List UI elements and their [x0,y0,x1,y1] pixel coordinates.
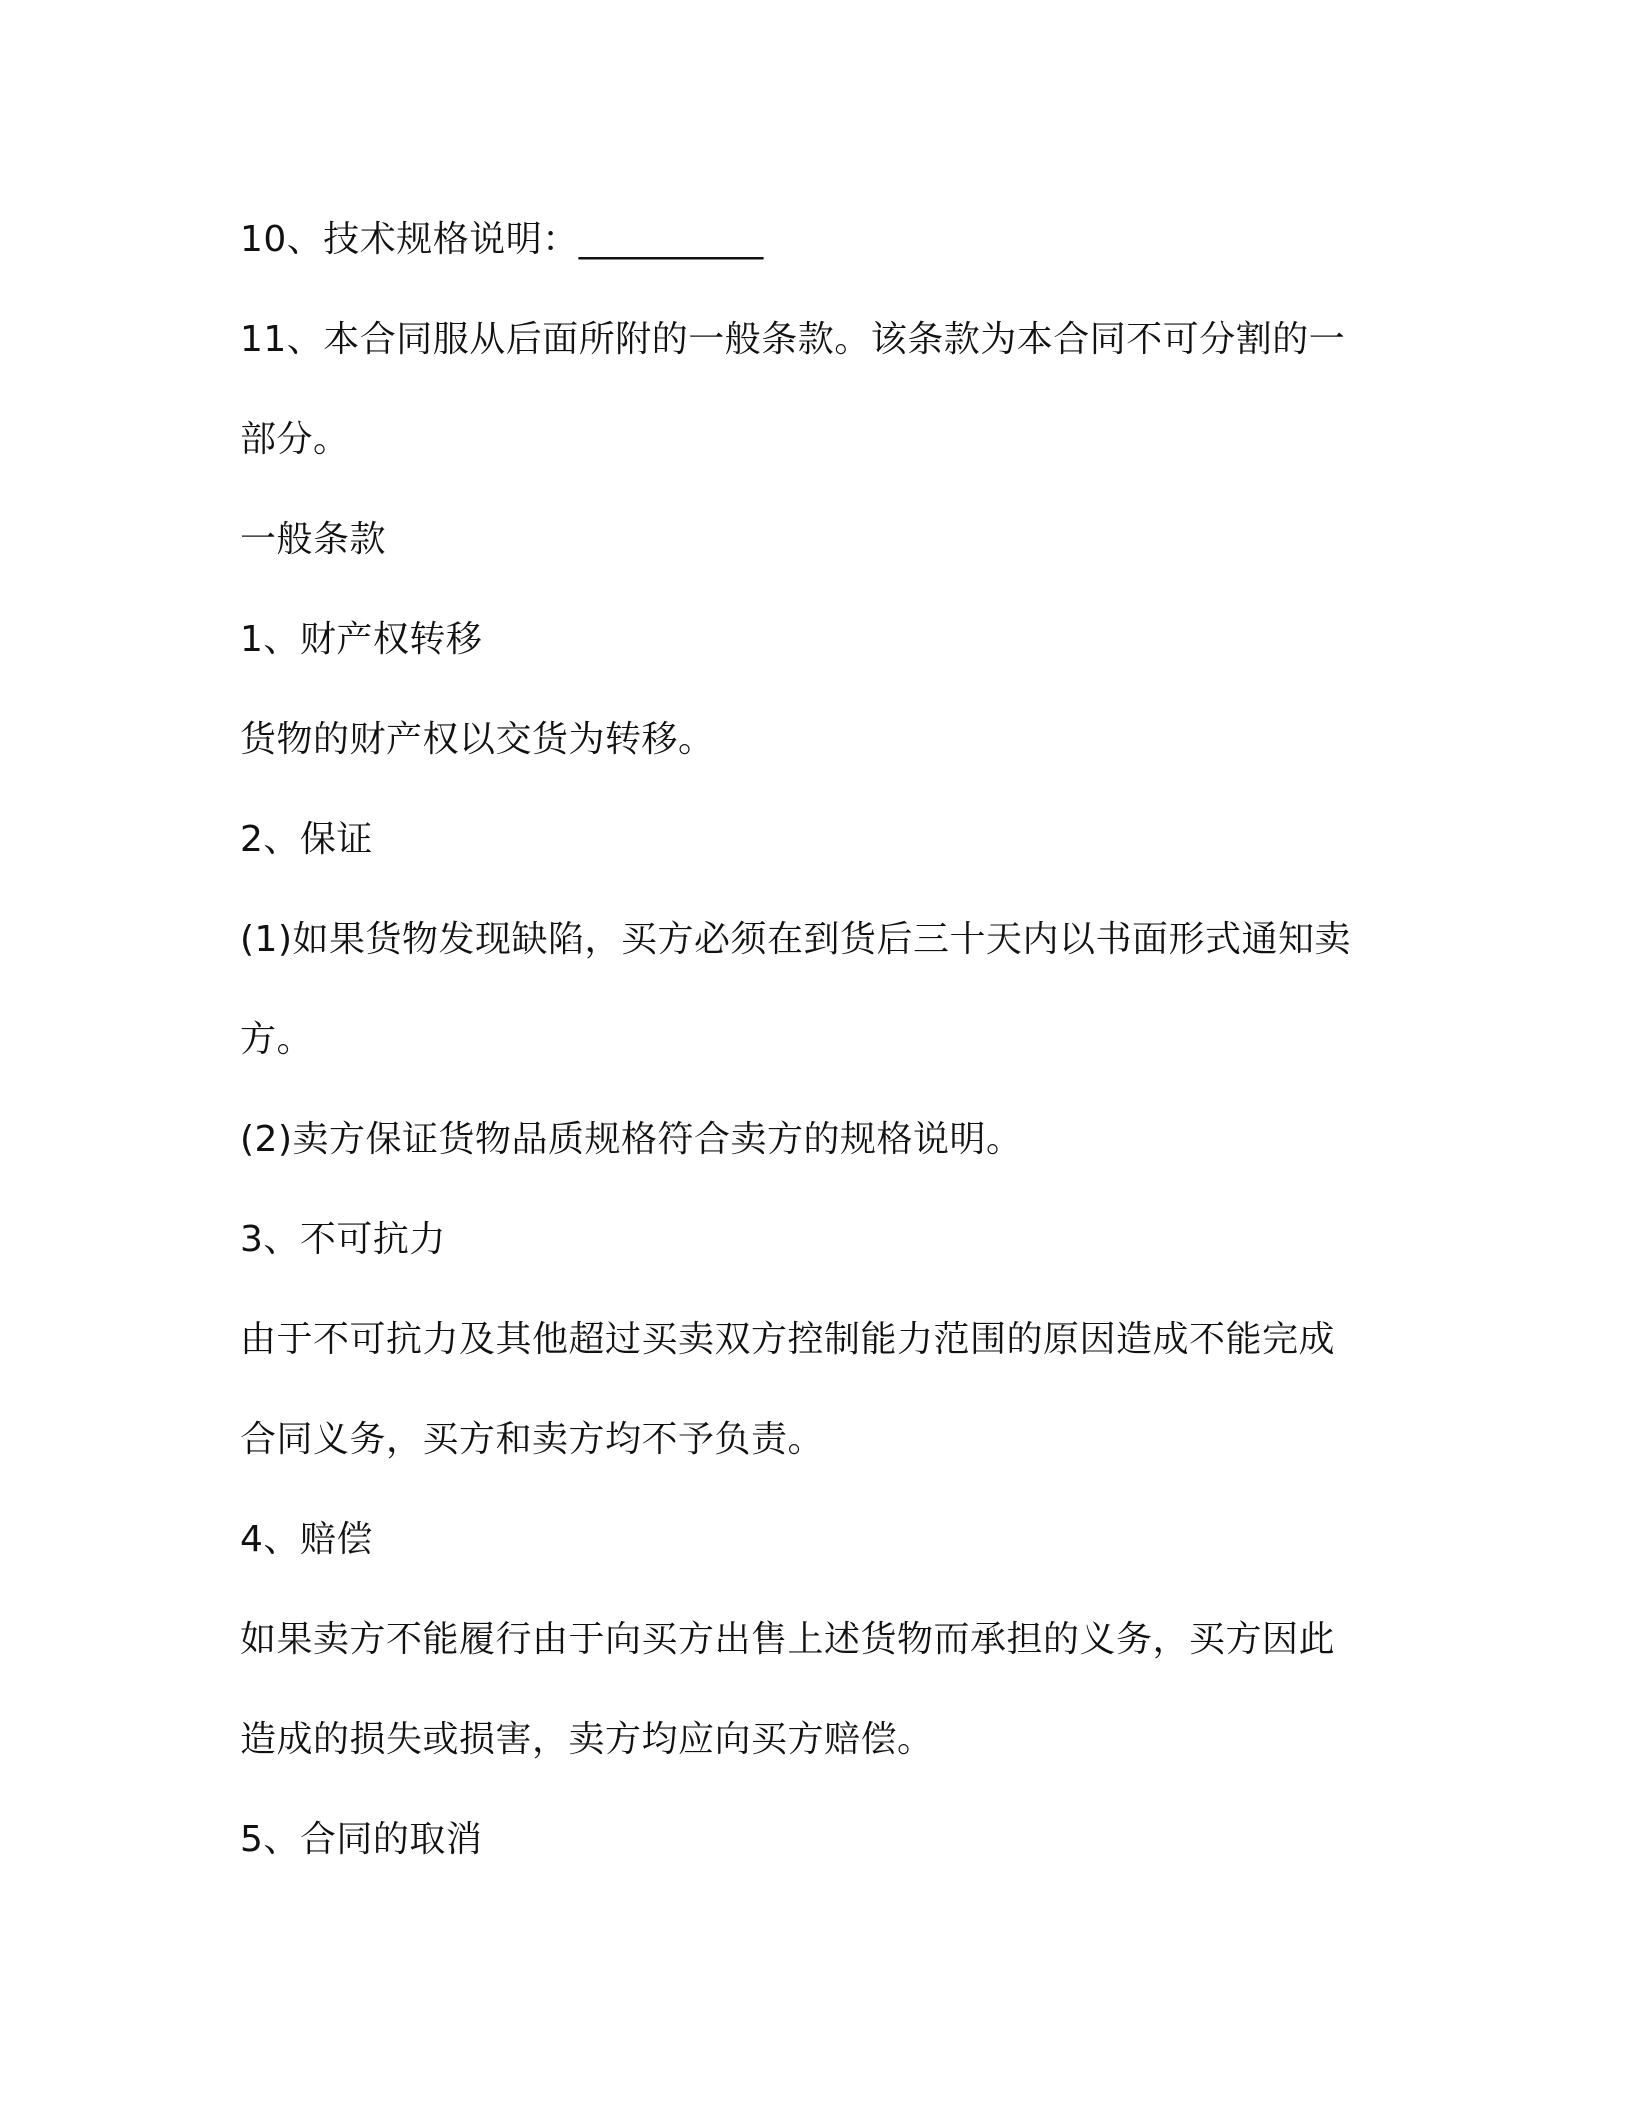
heading-force-majeure: 3、不可抗力 [240,1219,446,1260]
heading-compensation: 4、赔偿 [240,1519,373,1560]
text-compensation: 如果卖方不能履行由于向买方出售上述货物而承担的义务，买方因此 [240,1619,1336,1660]
text-warranty-2: (2)卖方保证货物品质规格符合卖方的规格说明。 [240,1119,1023,1160]
document-body [240,190,1390,1890]
clause-10-technical-specs: 10、技术规格说明：__________ [240,219,764,260]
clause-11-continuation: 部分。 [240,419,350,460]
heading-contract-cancellation: 5、合同的取消 [240,1819,483,1860]
heading-property-transfer: 1、财产权转移 [240,619,483,660]
text-warranty-1-continuation: 方。 [240,1019,314,1060]
text-warranty-1: (1)如果货物发现缺陷，买方必须在到货后三十天内以书面形式通知卖 [240,919,1351,960]
section-heading-general-terms: 一般条款 [240,519,387,560]
heading-warranty: 2、保证 [240,819,373,860]
text-force-majeure: 由于不可抗力及其他超过买卖双方控制能力范围的原因造成不能完成 [240,1319,1336,1360]
text-compensation-continuation: 造成的损失或损害，卖方均应向买方赔偿。 [240,1719,934,1760]
text-force-majeure-continuation: 合同义务，买方和卖方均不予负责。 [240,1419,825,1460]
clause-11-general-terms: 11、本合同服从后面所附的一般条款。该条款为本合同不可分割的一 [240,319,1346,360]
text-property-transfer: 货物的财产权以交货为转移。 [240,719,715,760]
